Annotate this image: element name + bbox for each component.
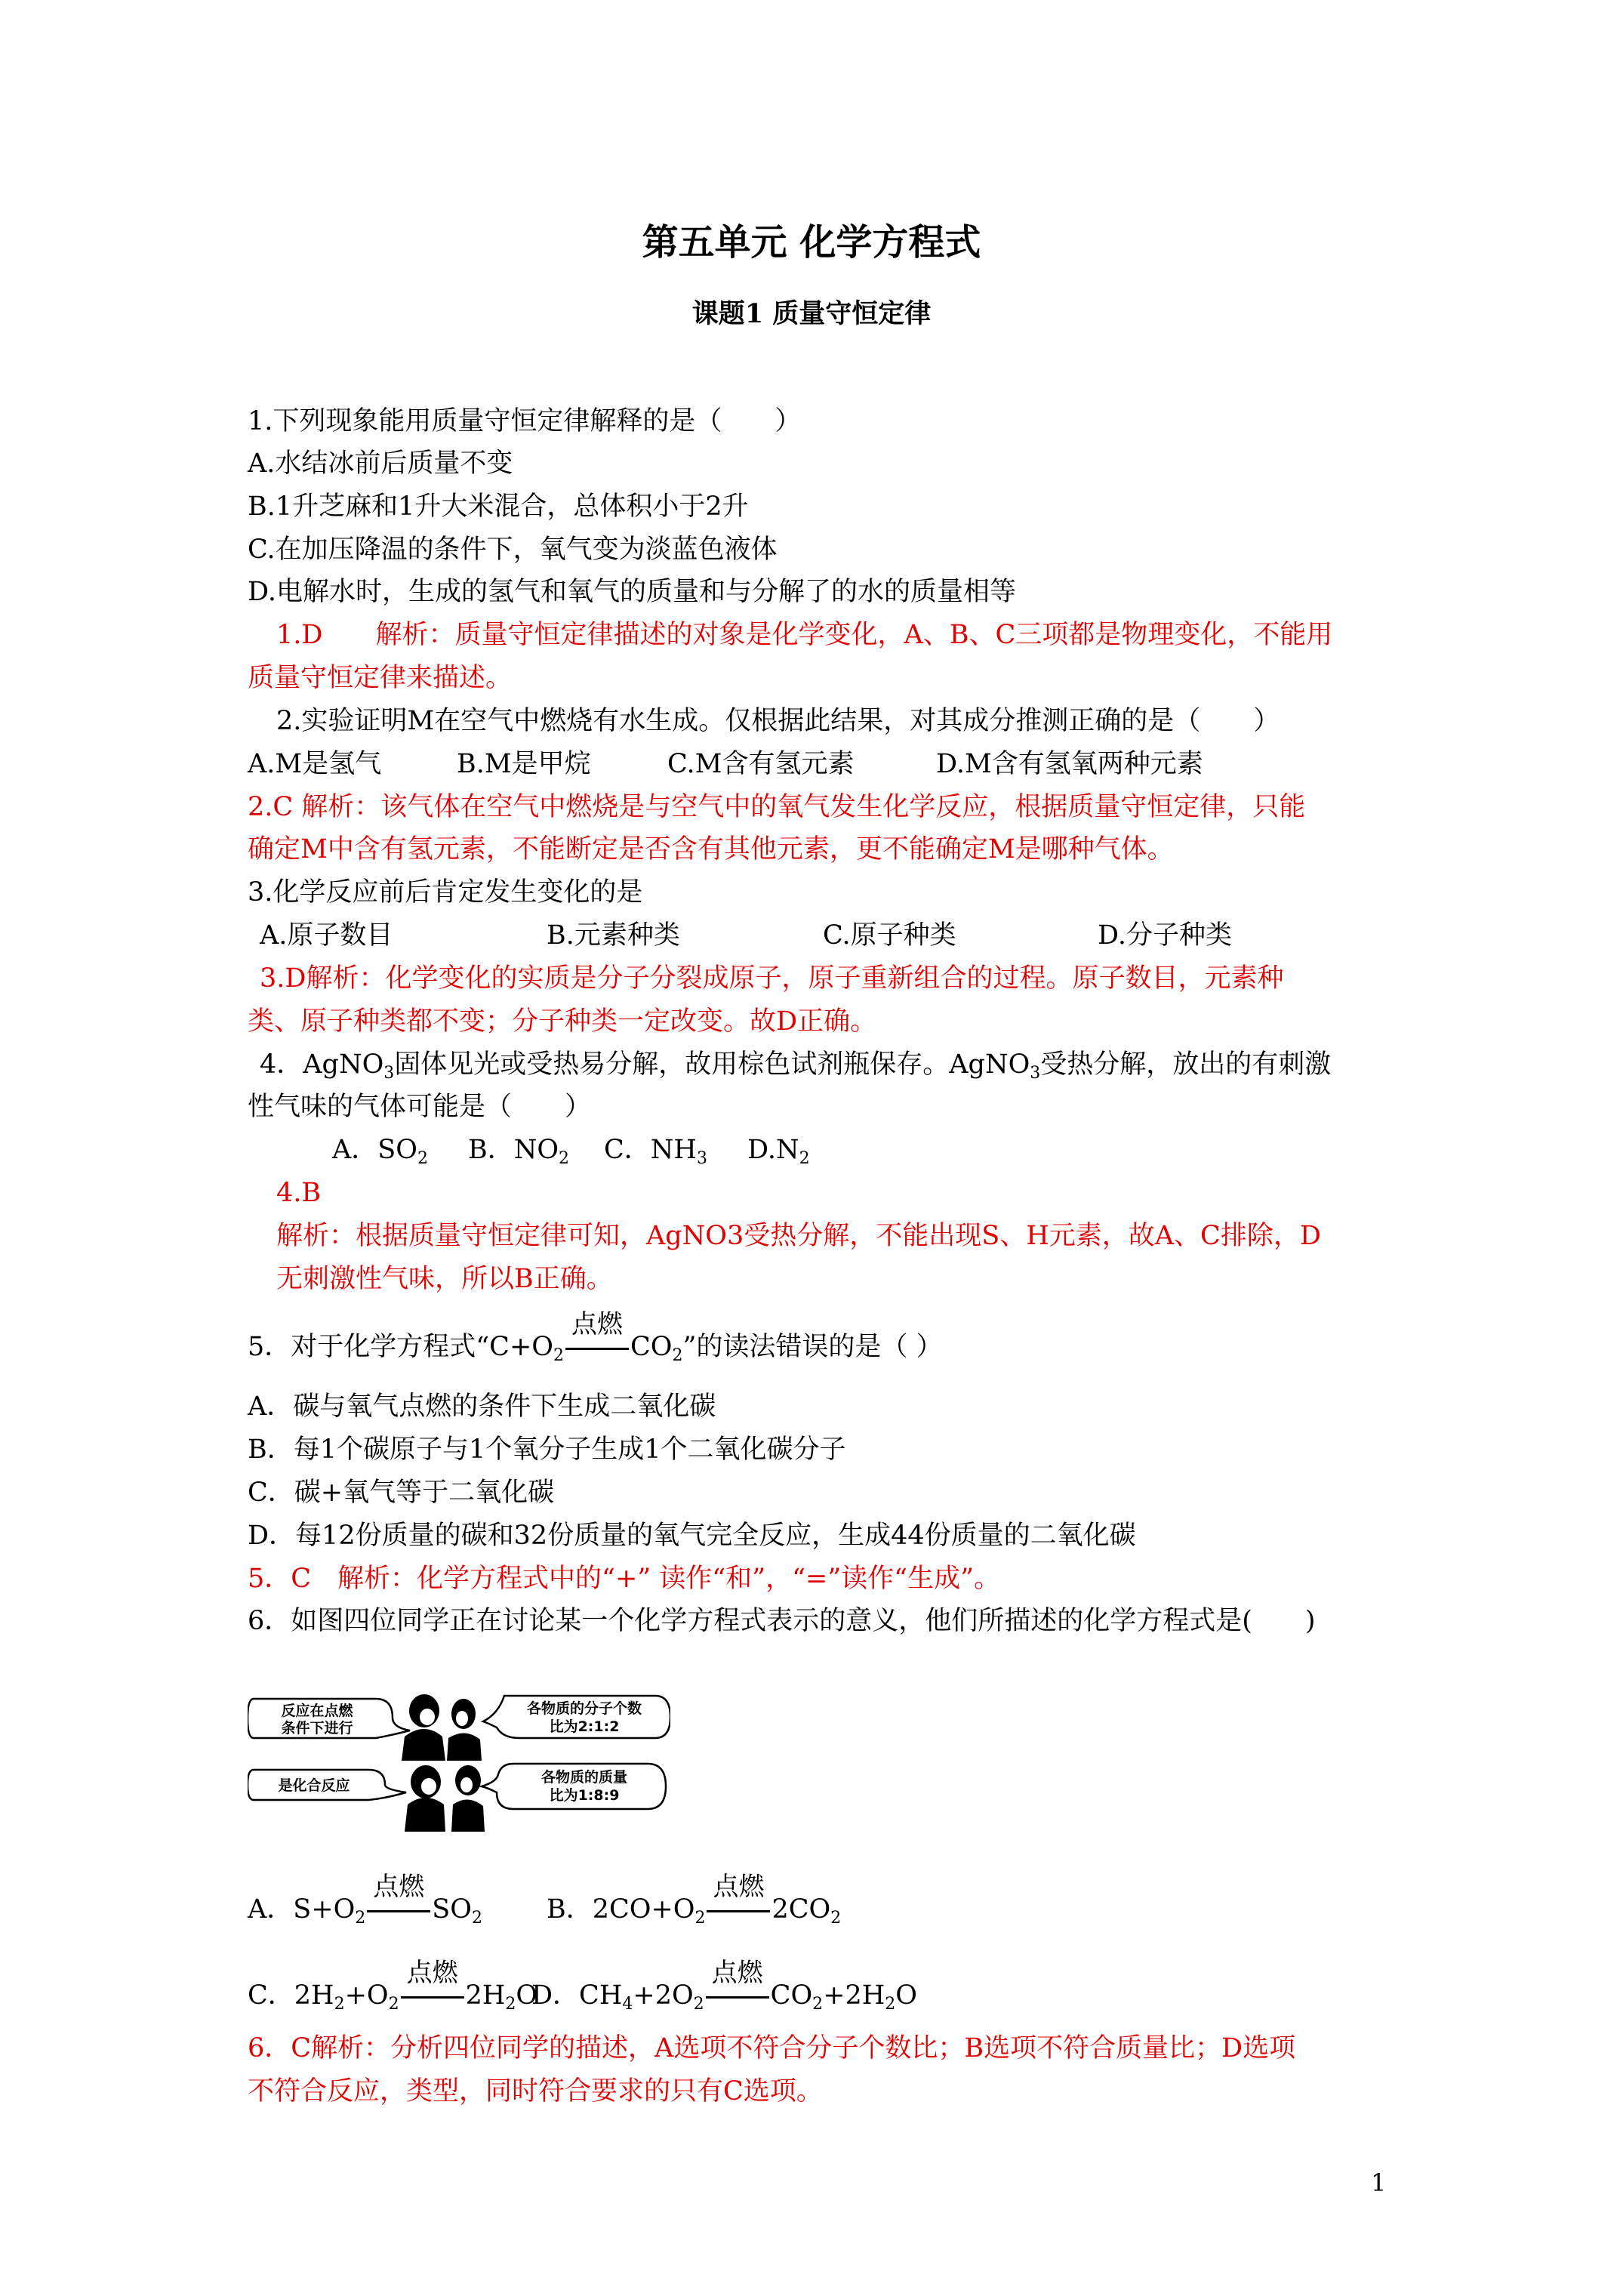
q6-option-b-product: 2CO <box>771 1894 831 1925</box>
subscript: 2 <box>885 1995 896 2014</box>
subscript: 2 <box>553 1346 564 1365</box>
q5-stem <box>248 1309 943 1365</box>
q6-option-c-part2: +O <box>344 1980 389 2011</box>
q6-option-c-part3: 2H <box>465 1980 506 2011</box>
subscript: 2 <box>694 1909 706 1928</box>
q6-stem: 6．如图四位同学正在讨论某一个化学方程式表示的意义，他们所描述的化学方程式是( ) <box>248 1606 1316 1636</box>
page-number: 1 <box>1371 2168 1387 2197</box>
q6-option-d-part1: D．CH <box>531 1980 623 2011</box>
reaction-condition: 点燃 <box>406 1958 458 1988</box>
subscript: 2 <box>799 1149 810 1168</box>
page-title: 第五单元 化学方程式 <box>642 221 981 264</box>
q2-option-b: B.M是甲烷 <box>457 749 591 779</box>
q3-answer-line2: 类、原子种类都不变；分子种类一定改变。故D正确。 <box>248 1006 877 1037</box>
q6-option-d-part5: O <box>895 1980 917 2011</box>
q5-answer: 5．C 解析：化学方程式中的“+” 读作“和”，“=”读作“生成”。 <box>248 1564 1000 1594</box>
q3-stem: 3.化学反应前后肯定发生变化的是 <box>248 877 643 908</box>
bubble-2-line2: 比为2:1:2 <box>549 1718 620 1735</box>
student-figures-icon <box>402 1694 485 1832</box>
q4-stem-part2: 固体见光或受热易分解，故用棕色试剂瓶保存。AgNO <box>394 1049 1030 1080</box>
reaction-condition: 点燃 <box>711 1958 763 1988</box>
q6-option-d <box>531 1958 917 2014</box>
q4-option-d-text: D.N <box>747 1135 799 1165</box>
reaction-condition-arrow <box>564 1309 630 1364</box>
reaction-condition: 点燃 <box>373 1872 425 1902</box>
q3-option-c: C.原子种类 <box>823 920 956 951</box>
q6-option-d-part4: +2H <box>823 1980 885 2011</box>
q5-stem-part3: ”的读法错误的是（ ） <box>682 1332 943 1362</box>
q4-option-a-text: A．SO <box>332 1135 417 1165</box>
subscript: 2 <box>672 1346 683 1365</box>
reaction-condition: 点燃 <box>571 1309 623 1339</box>
q6-option-c-part4: O <box>516 1980 538 2011</box>
q3-option-b: B.元素种类 <box>547 920 680 951</box>
subscript: 2 <box>830 1909 842 1928</box>
subscript: 4 <box>622 1995 633 2014</box>
q6-option-c <box>248 1958 538 2014</box>
q6-answer-line2: 不符合反应，类型，同时符合要求的只有C选项。 <box>248 2076 823 2106</box>
reaction-condition-arrow <box>399 1958 466 2013</box>
reaction-condition-arrow <box>705 1872 771 1927</box>
q2-option-c: C.M含有氢元素 <box>667 749 855 779</box>
q5-option-c: C．碳+氧气等于二氧化碳 <box>248 1478 555 1508</box>
q4-option-b <box>468 1133 569 1167</box>
q4-option-d <box>747 1133 810 1167</box>
subscript: 2 <box>471 1909 482 1928</box>
q4-option-c-text: C．NH <box>604 1135 697 1165</box>
subscript: 3 <box>1030 1064 1041 1083</box>
q4-option-a <box>332 1133 428 1167</box>
q2-option-d: D.M含有氢氧两种元素 <box>936 749 1203 779</box>
q4-option-c <box>604 1133 707 1167</box>
subscript: 2 <box>355 1909 366 1928</box>
q4-option-b-text: B．NO <box>468 1135 559 1165</box>
subscript: 2 <box>417 1149 428 1168</box>
reaction-condition-arrow <box>704 1958 771 2013</box>
subscript: 2 <box>334 1995 345 2014</box>
q1-answer-line1: 1.D 解析：质量守恒定律描述的对象是化学变化，A、B、C三项都是物理变化，不能用 <box>276 620 1333 650</box>
q5-stem-part1: 5．对于化学方程式“C+O <box>248 1332 553 1362</box>
bubble-1-line2: 条件下进行 <box>281 1720 353 1737</box>
q6-option-a-product: SO <box>432 1894 472 1925</box>
q6-option-b-reactants: B．2CO+O <box>547 1894 695 1925</box>
q6-option-a <box>248 1872 482 1928</box>
q6-option-d-part2: +2O <box>633 1980 694 2011</box>
q5-stem-part2: CO <box>630 1332 673 1362</box>
q1-option-c: C.在加压降温的条件下，氧气变为淡蓝色液体 <box>248 535 778 565</box>
q1-option-a: A.水结冰前后质量不变 <box>248 448 513 479</box>
q4-answer-key: 4.B <box>276 1178 322 1208</box>
q6-answer-line1: 6．C解析：分析四位同学的描述，A选项不符合分子个数比；B选项不符合质量比；D选项 <box>248 2033 1296 2063</box>
bubble-2-line1: 各物质的分子个数 <box>526 1700 642 1717</box>
q3-answer-line1: 3.D解析：化学变化的实质是分子分裂成原子，原子重新组合的过程。原子数目，元素种 <box>260 963 1284 994</box>
q4-answer-line1: 解析：根据质量守恒定律可知，AgNO3受热分解，不能出现S、H元素，故A、C排除，D <box>276 1221 1321 1251</box>
subscript: 2 <box>505 1995 516 2014</box>
q6-option-b <box>547 1872 842 1928</box>
bubble-4-line1: 各物质的质量 <box>540 1769 628 1786</box>
q6-option-a-reactants: A．S+O <box>248 1894 356 1925</box>
q1-stem: 1.下列现象能用质量守恒定律解释的是（ ） <box>248 406 802 436</box>
subscript: 2 <box>388 1995 399 2014</box>
q5-option-b: B．每1个碳原子与1个氧分子生成1个二氧化碳分子 <box>248 1435 846 1465</box>
reaction-condition: 点燃 <box>713 1872 765 1902</box>
q6-option-c-part1: C．2H <box>248 1980 334 2011</box>
bubble-3-text: 是化合反应 <box>278 1777 350 1794</box>
subscript: 3 <box>696 1149 707 1168</box>
q6-option-d-part3: CO <box>770 1980 813 2011</box>
q5-option-d: D．每12份质量的碳和32份质量的氧气完全反应，生成44份质量的二氧化碳 <box>248 1521 1136 1551</box>
bubble-1-line1: 反应在点燃 <box>281 1703 353 1719</box>
bubble-4-line2: 比为1:8:9 <box>549 1787 620 1804</box>
q4-stem-line2: 性气味的气体可能是（ ） <box>248 1092 592 1122</box>
q3-option-a: A.原子数目 <box>260 920 393 951</box>
q4-stem-part1: 4．AgNO <box>260 1049 384 1080</box>
q4-answer-line2: 无刺激性气味，所以B正确。 <box>276 1264 613 1294</box>
q5-option-a: A．碳与氧气点燃的条件下生成二氧化碳 <box>248 1391 716 1422</box>
q4-stem-part3: 受热分解，放出的有刺激 <box>1040 1049 1332 1080</box>
q3-option-d: D.分子种类 <box>1098 920 1232 951</box>
q1-option-d: D.电解水时，生成的氢气和氧气的质量和与分解了的水的质量相等 <box>248 577 1016 607</box>
lesson-subtitle: 课题1 质量守恒定律 <box>691 298 932 329</box>
q2-answer-line1: 2.C 解析：该气体在空气中燃烧是与空气中的氧气发生化学反应，根据质量守恒定律，只能 <box>248 792 1306 822</box>
subscript: 2 <box>812 1995 824 2014</box>
reaction-condition-arrow <box>365 1872 432 1927</box>
q2-answer-line2: 确定M中含有氢元素，不能断定是否含有其他元素，更不能确定M是哪种气体。 <box>248 834 1174 864</box>
q4-stem-line1 <box>260 1047 1331 1082</box>
subscript: 2 <box>693 1995 704 2014</box>
subscript: 2 <box>559 1149 570 1168</box>
q1-option-b: B.1升芝麻和1升大米混合，总体积小于2升 <box>248 492 749 522</box>
q2-stem: 2.实验证明M在空气中燃烧有水生成。仅根据此结果，对其成分推测正确的是（ ） <box>276 706 1280 736</box>
q1-answer-line2: 质量守恒定律来描述。 <box>248 663 513 693</box>
q2-option-a: A.M是氢气 <box>248 749 382 779</box>
subscript: 3 <box>383 1064 395 1083</box>
discussion-figure <box>248 1691 670 1835</box>
